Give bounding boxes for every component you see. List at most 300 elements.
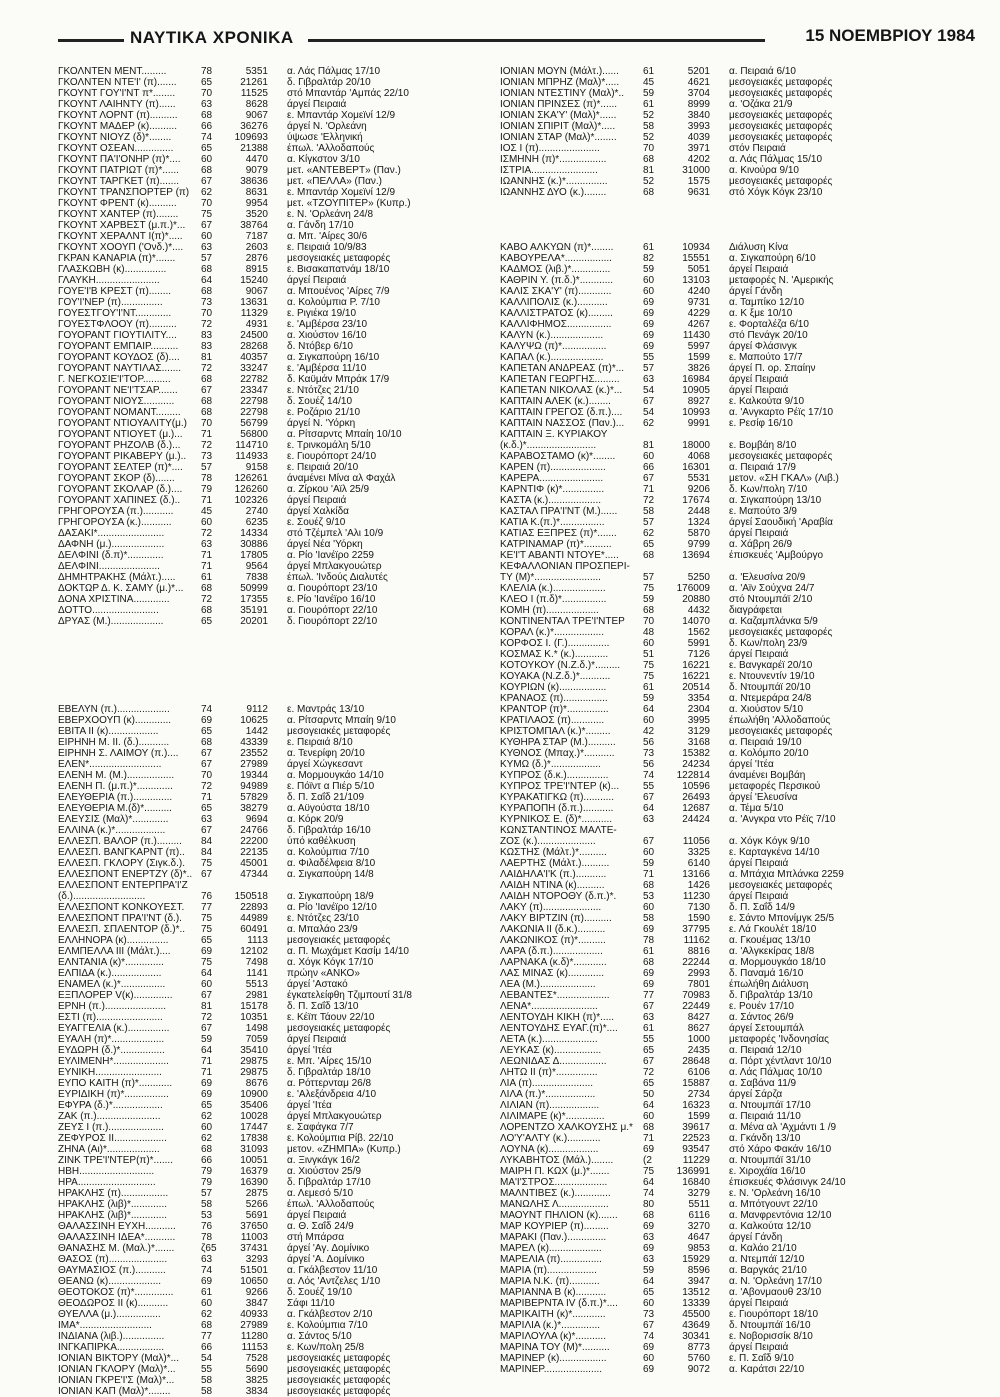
tonnage: 38279	[240, 803, 268, 814]
ship-row	[500, 319, 920, 330]
ship-name: ΛΕΩΝΙΔΑΣ Δ.................	[500, 1056, 607, 1067]
ship-row	[58, 924, 478, 935]
tonnage: 114710	[235, 440, 268, 451]
ship-row	[58, 374, 478, 385]
tonnage: 35191	[240, 605, 268, 616]
build-year: 74	[643, 1188, 655, 1199]
position: α. Πόρτ χέντλαντ 10/10	[729, 1056, 832, 1067]
ship-row	[58, 781, 478, 792]
tonnage: 3704	[687, 88, 710, 99]
ship-row	[58, 1320, 478, 1331]
ship-name: ΚΑΤΙΑΣ ΕΞΠΡΕΣ (π)*.......	[500, 528, 617, 539]
position: δ. Ντουμπάϊ 16/10	[729, 1320, 811, 1331]
position: δ. Π. Σαΐδ 21/109	[287, 792, 365, 803]
position: μετον. «ΣΗ ΓΚΑΛ» (Λιβ.)	[729, 473, 839, 484]
ship-name: ΓΚΟΥΝΤ ΓΟΥ'Ι'ΝΤ π*........	[58, 88, 176, 99]
ship-row	[500, 242, 920, 253]
ship-name: ΚΟΤΟΥΚΟΥ (Ν.Ζ.δ.)*.........	[500, 660, 621, 671]
ship-name: ΓΟΥΕΣΤΓΟΥ'Ι'ΝΤ.............	[58, 308, 172, 319]
position: α. Καζαμπλάνκα 5/9	[729, 616, 818, 627]
tonnage: 7126	[687, 649, 710, 660]
build-year: 57	[643, 517, 655, 528]
build-year: 73	[201, 297, 213, 308]
tonnage: 13339	[682, 1298, 710, 1309]
ship-row	[58, 1177, 478, 1188]
ship-name: ΖΑΚ (π.).......................	[58, 1111, 161, 1122]
ship-name: ΛΕΒΑΝΤΕΣ*...................	[500, 990, 610, 1001]
ship-row	[500, 143, 920, 154]
tonnage: 10351	[240, 1012, 268, 1023]
tonnage: 47344	[240, 869, 268, 880]
ship-name: ΜΑΡΙΝΑ ΤΟΥ (Μ)*..........	[500, 1342, 610, 1353]
ship-row	[58, 935, 478, 946]
build-year: 70	[201, 308, 213, 319]
build-year: 69	[643, 330, 655, 341]
position: μεσογειακές μεταφορές	[287, 1375, 391, 1386]
ship-row	[58, 1254, 478, 1265]
build-year: 81	[643, 165, 655, 176]
position: α. Σιγκαπούρη 6/10	[729, 253, 816, 264]
tonnage: 9564	[245, 561, 268, 572]
ship-row	[58, 1111, 478, 1122]
position: άργεί Πειραιά	[729, 528, 789, 539]
build-year: 75	[643, 583, 655, 594]
build-year: 62	[201, 1111, 213, 1122]
tonnage: 3168	[687, 737, 710, 748]
ship-row	[58, 847, 478, 858]
build-year: 68	[201, 407, 213, 418]
build-year: 75	[643, 660, 655, 671]
tonnage: 5690	[245, 1364, 268, 1375]
build-year: 56	[643, 737, 655, 748]
position: α. Κόρκ 20/9	[287, 814, 344, 825]
ship-name: ΚΑΛΛΙΦΗΜΟΣ................	[500, 319, 612, 330]
ship-row	[58, 968, 478, 979]
ship-row	[500, 825, 920, 836]
ship-name: ΚΑΠΤΑΙΝ ΑΛΕΚ (κ.)........	[500, 396, 611, 407]
build-year: 52	[643, 110, 655, 121]
tonnage: 11525	[240, 88, 268, 99]
ship-name: ΚΑΛΙΣ ΣΚΑ'Υ' (π)............	[500, 286, 612, 297]
tonnage: 109693	[234, 132, 268, 143]
ship-name: ΜΑΡΕΛΙΑ (π)...............	[500, 1254, 602, 1265]
ship-row	[500, 1210, 920, 1221]
ship-row	[58, 913, 478, 924]
tonnage: 3520	[245, 209, 268, 220]
ship-name: ΕΦΥΡΑ (δ.)*..................	[58, 1100, 163, 1111]
ship-row	[500, 1309, 920, 1320]
ship-row	[58, 121, 478, 132]
ship-name: ΓΚΟΛΝΤΕΝ ΝΤΕ'Ι' (π).......	[58, 77, 177, 88]
tonnage: 4647	[687, 1232, 710, 1243]
ship-name: ΕΥΑΛΗ (π)*...................	[58, 1034, 165, 1045]
position: μεσογειακές μεταφορές	[287, 935, 391, 946]
build-year: 68	[201, 110, 213, 121]
ship-name: ΓΟΥΟΡΑΝΤ ΣΕΛΤΕΡ (π)*....	[58, 462, 183, 473]
position: άργεί Νέα 'Υόρκη	[287, 539, 363, 550]
tonnage: 3825	[245, 1375, 268, 1386]
ship-name: ΚΑΒΟ ΑΛΚΥΩΝ (π)*........	[500, 242, 614, 253]
tonnage: 31000	[682, 165, 710, 176]
position: ε. Γιουρόπορτ 24/10	[287, 451, 377, 462]
tonnage: 38636	[240, 176, 268, 187]
ship-row	[500, 440, 920, 451]
ship-row	[58, 385, 478, 396]
tonnage: 5991	[687, 638, 710, 649]
ship-name: ΙΜΑ*..........................	[58, 1320, 152, 1331]
ship-name: ΙΣΤΡΙΑ........................	[500, 165, 598, 176]
ship-row	[500, 1089, 920, 1100]
build-year: 73	[201, 451, 213, 462]
tonnage: 93547	[682, 1144, 710, 1155]
ship-name: ΓΟΥ'Ι'ΝΕΡ (π)...............	[58, 297, 163, 308]
position: ε. Μπαντάρ Χομεϊνί 12/9	[287, 110, 396, 121]
ship-row	[58, 1375, 478, 1386]
build-year: 60	[643, 275, 655, 286]
tonnage: 16390	[240, 1177, 268, 1188]
position: μετ. «ΠΕΛΛΑ» (Παν.)	[287, 176, 382, 187]
position: στόν Πειραιά	[729, 143, 786, 154]
tonnage: 8676	[245, 1078, 268, 1089]
tonnage: 1141	[246, 968, 268, 979]
ship-name: ΘΕΟΔΩΡΟΣ ΙΙ (κ)...........	[58, 1298, 169, 1309]
ship-name: ΛΑΣ ΜΙΝΑΣ (κ).............	[500, 968, 605, 979]
ship-row	[500, 451, 920, 462]
ship-name: ΛΥΚΑΒΗΤΟΣ (Μάλ.)........	[500, 1155, 614, 1166]
tonnage: 8773	[687, 1342, 710, 1353]
tonnage: 10051	[240, 1155, 268, 1166]
position: άργεί Πειραιά	[287, 1034, 347, 1045]
position: Σάφι 11/10	[287, 1298, 335, 1309]
tonnage: 22798	[240, 396, 268, 407]
tonnage: 10905	[682, 385, 710, 396]
position: α. Ν. 'Ορλεάνη 17/10	[729, 1276, 822, 1287]
ship-name: ΓΟΥΟΡΑΝΤ ΡΗΖΟΛΒ (δ.)...	[58, 440, 181, 451]
ship-row	[58, 418, 478, 429]
ship-row	[500, 154, 920, 165]
build-year: 67	[201, 759, 213, 770]
ship-row	[58, 572, 478, 583]
ship-row	[500, 1144, 920, 1155]
tonnage: 14070	[682, 616, 710, 627]
ship-name: ΓΚΟΥΝΤ ΤΑΡΓΚΕΤ (π).......	[58, 176, 180, 187]
ship-name: ΚΑΛΛΙΠΟΛΙΣ (κ.)...........	[500, 297, 608, 308]
ship-row	[500, 1023, 920, 1034]
position: δ. Σουέζ 19/10	[287, 1287, 353, 1298]
ship-row	[500, 902, 920, 913]
position: δ. Γιουρόπορτ 22/10	[287, 616, 378, 627]
ship-row	[500, 814, 920, 825]
ship-name: ΓΟΥΟΡΑΝΤ ΝΟΜΑΝΤ.........	[58, 407, 181, 418]
position: δ. Σουέζ 14/10	[287, 396, 353, 407]
ship-name: ΛΑΙΔΗ ΝΤΟΡΟΘΥ (δ.π.)*.	[500, 891, 617, 902]
build-year: 83	[201, 330, 213, 341]
ship-name: ΔΑΦΝΗ (μ.)...................	[58, 539, 165, 550]
ship-name: ΚΑΛΥΝ (κ.)...................	[500, 330, 604, 341]
position: α. 'Ανγκρα ντο Ρέϊς 7/10	[729, 814, 836, 825]
build-year: 84	[201, 847, 213, 858]
ship-row	[58, 517, 478, 528]
build-year: 70	[643, 143, 655, 154]
ship-name: ΕΛΛΕΣΠ. ΒΑΝΓΚΑΡΝΤ (π)..	[58, 847, 185, 858]
tonnage: 15929	[682, 1254, 710, 1265]
build-year: 69	[201, 1078, 213, 1089]
position: άργεί Σετουμπάλ	[729, 1023, 804, 1034]
build-year: 68	[643, 187, 655, 198]
build-year: 68	[201, 396, 213, 407]
position: μεταφορές Ν. 'Αμερικής	[729, 275, 834, 286]
position: δ. Κων/πολη 23/9	[729, 638, 808, 649]
tonnage: 1000	[687, 1034, 710, 1045]
publication-title: ΝΑΥΤΙΚΑ ΧΡΟΝΙΚΑ	[124, 28, 300, 48]
position: άργεί Πειραιά	[729, 858, 789, 869]
position: α. Καλάο 21/10	[729, 1243, 797, 1254]
tonnage: 20201	[240, 616, 268, 627]
tonnage: 5760	[687, 1353, 710, 1364]
ship-row	[500, 781, 920, 792]
build-year: 68	[201, 1320, 213, 1331]
position: ε. Καλκούτα 9/10	[729, 396, 805, 407]
ship-row	[500, 275, 920, 286]
ship-row	[58, 792, 478, 803]
build-year: 71	[643, 484, 655, 495]
tonnage: 9731	[687, 297, 710, 308]
ship-name: ΙΟΝΙΑΝ ΣΠΙΡΙΤ (Μαλ)*.....	[500, 121, 616, 132]
position: ε. Καρταγκένα 14/10	[729, 847, 820, 858]
ship-row	[58, 759, 478, 770]
ship-row	[500, 990, 920, 1001]
ship-name: ΓΟΥΟΡΑΝΤ ΡΙΚΑΒΕΡΥ (μ.)..	[58, 451, 187, 462]
ship-row	[500, 671, 920, 682]
ship-name: ΚΑΤΡΙΝΑΜΑΡ (π)*..........	[500, 539, 612, 550]
ship-name: ΔΑΣΑΚΙ*........................	[58, 528, 165, 539]
ship-name: ΚΑΣΤΑ (κ.)...................	[500, 495, 602, 506]
ship-row	[500, 407, 920, 418]
build-year: 65	[201, 726, 213, 737]
position: ε. 'Αμβέρσα 11/10	[287, 363, 367, 374]
ship-row	[58, 110, 478, 121]
tonnage: 40933	[240, 1309, 268, 1320]
build-year: 52	[643, 132, 655, 143]
ship-name: ΛΑΙΔΗ ΝΤΙΝΑ (κ)..........	[500, 880, 605, 891]
position: α. Λάς Πάλμας 15/10	[729, 154, 823, 165]
position: ε. Π. Σαΐδ 9/10	[729, 1353, 794, 1364]
build-year: 69	[643, 1243, 655, 1254]
tonnage: 17805	[240, 550, 268, 561]
tonnage: 22135	[240, 847, 268, 858]
ship-name: ΚΑΠΤΑΙΝ ΓΡΕΓΟΣ (δ.π.)....	[500, 407, 623, 418]
tonnage: 7059	[245, 1034, 268, 1045]
ship-name: ΙΟΣ Ι (π)......................	[500, 143, 600, 154]
tonnage: 15178	[240, 1001, 268, 1012]
ship-row	[58, 143, 478, 154]
ship-row	[58, 176, 478, 187]
ship-name: ΓΟΥΟΡΑΝΤ ΝΙΟΥΣ...........	[58, 396, 175, 407]
build-year: 59	[643, 858, 655, 869]
ship-name: ΓΟΥΟΡΑΝΤ ΣΚΟΡ (δ).......	[58, 473, 175, 484]
ship-row	[500, 1034, 920, 1045]
ship-name: ΕΛΛΕΣΠΟΝΤ ΚΟΝΚΟΥΕΣΤ.	[58, 902, 185, 913]
ship-row	[58, 242, 478, 253]
tonnage: 37650	[240, 1221, 268, 1232]
build-year: ζ65	[201, 1243, 217, 1254]
tonnage: 8427	[687, 1012, 710, 1023]
ship-row	[500, 1078, 920, 1089]
position: ε. Κολούμπια Ρίβ. 22/10	[287, 1133, 394, 1144]
ship-row	[58, 253, 478, 264]
tonnage: 35410	[240, 1045, 268, 1056]
position: δ. Καϋμάν Μπράκ 17/9	[287, 374, 390, 385]
ship-row	[58, 1034, 478, 1045]
ship-row	[500, 1320, 920, 1331]
build-year: 64	[201, 1045, 213, 1056]
ship-row	[500, 605, 920, 616]
build-year: 67	[643, 792, 655, 803]
ship-row	[500, 484, 920, 495]
ship-row	[58, 1089, 478, 1100]
build-year: 69	[643, 1342, 655, 1353]
ship-row	[58, 1353, 478, 1364]
ship-row	[500, 836, 920, 847]
ship-name: ΛΙΑ (π)......................	[500, 1078, 594, 1089]
ship-name: ΚΟΜΗ (π)...................	[500, 605, 599, 616]
build-year: 68	[643, 1210, 655, 1221]
ship-name: ΕΛΛΕΣΠ. ΣΠΛΕΝΤΟΡ (δ.)*..	[58, 924, 186, 935]
position: μεσογειακές μεταφορές	[287, 253, 391, 264]
build-year: 60	[643, 451, 655, 462]
ship-row	[58, 1155, 478, 1166]
ship-name: ΓΚΟΥΝΤ ΛΟΡΝΤ (π)..........	[58, 110, 178, 121]
build-year: 60	[201, 517, 213, 528]
ship-row	[58, 715, 478, 726]
ship-row	[500, 550, 920, 561]
position: α. Λός 'Αντζελες 1/10	[287, 1276, 381, 1287]
position: μετον. «ΖΗΜΠΑ» (Κυπρ.)	[287, 1144, 401, 1155]
ship-row	[500, 847, 920, 858]
build-year: 79	[201, 1177, 213, 1188]
tonnage: 2876	[245, 253, 268, 264]
tonnage: 51501	[240, 1265, 268, 1276]
position: α. Γάνδη 17/10	[287, 220, 354, 231]
build-year: 65	[201, 1100, 213, 1111]
ship-row	[58, 770, 478, 781]
position: άργεί Πειραιά	[729, 649, 789, 660]
ship-name: ΜΑΡΙΚΑΙΤΗ (κ)*............	[500, 1309, 606, 1320]
tonnage: 16221	[682, 671, 710, 682]
position: μεσογειακές μεταφορές	[287, 1364, 391, 1375]
ship-name: ΙΟΝΙΑΝ ΒΙΚΤΟΡΥ (Μαλ)*...	[58, 1353, 179, 1364]
position: ε. Χιροχάϊα 16/10	[729, 1166, 806, 1177]
ship-row	[500, 1364, 920, 1375]
build-year: 68	[643, 154, 655, 165]
position: ε. Πόϊντ α Πιέρ 5/10	[287, 781, 375, 792]
ship-name: ΛΑΙΔΗΛΑ'Ι'Κ (π.)...........	[500, 869, 607, 880]
build-year: 72	[201, 781, 213, 792]
tonnage: 9072	[687, 1364, 710, 1375]
ship-row	[58, 1364, 478, 1375]
position: ε. Βισακαπατνάμ 18/10	[287, 264, 390, 275]
ship-name: ΕΛΛΗΝΟΡΑ (κ)...............	[58, 935, 169, 946]
header-rule-middle	[308, 39, 765, 42]
position: α. Ντεμπάϊ 12/10	[729, 1254, 805, 1265]
ship-name: ΓΚΟΥΝΤ ΛΑΙΗΝΤΥ (π)......	[58, 99, 176, 110]
tonnage: 28648	[682, 1056, 710, 1067]
build-year: 71	[643, 1133, 655, 1144]
position: α. Ρίτσαρντς Μπαίη 10/10	[287, 429, 402, 440]
ship-row	[500, 1100, 920, 1111]
tonnage: 17355	[240, 594, 268, 605]
position: α. Γκάλβεστον 11/10	[287, 1265, 378, 1276]
ship-name: ΓΚΟΥΝΤ ΦΡΕΝΤ (κ)..........	[58, 198, 177, 209]
ship-row	[58, 1221, 478, 1232]
ship-name: ΕΛΝΤΑΝΙΑ (κ)*..............	[58, 957, 164, 968]
tonnage: 15240	[240, 275, 268, 286]
position: άργεί Μπλακγουώτερ	[287, 561, 382, 572]
ship-row	[58, 473, 478, 484]
tonnage: 12687	[682, 803, 710, 814]
ship-row	[58, 495, 478, 506]
build-year: 45	[201, 506, 213, 517]
build-year: 76	[201, 1221, 213, 1232]
position: άργεί 'Αστακό	[287, 979, 348, 990]
ship-name: ΙΟΝΙΑΝ ΝΤΕΣΤΙΝΥ (Μαλ)*..	[500, 88, 625, 99]
build-year: 72	[643, 495, 655, 506]
position: άργεί 'Α. Δομίνικο	[287, 1254, 365, 1265]
tonnage: 6116	[688, 1210, 710, 1221]
build-year: 57	[643, 363, 655, 374]
ship-row	[58, 1133, 478, 1144]
build-year: 60	[643, 902, 655, 913]
tonnage: 1442	[245, 726, 268, 737]
position: α. Μπότγουντ 22/10	[729, 1199, 818, 1210]
ship-row	[500, 1045, 920, 1056]
build-year: 68	[643, 1122, 655, 1133]
ship-row	[500, 110, 920, 121]
build-year: 68	[643, 605, 655, 616]
ship-name: ΛΕΝΑ*........................	[500, 1001, 598, 1012]
ship-row	[58, 1386, 478, 1397]
position: δ. Γιβραλτάρ 13/10	[729, 990, 813, 1001]
tonnage: 7801	[687, 979, 710, 990]
ship-row	[58, 1122, 478, 1133]
build-year: 59	[643, 264, 655, 275]
ship-row	[58, 275, 478, 286]
ship-name: ΕΥΔΩΡΗ (δ.)*................	[58, 1045, 165, 1056]
ship-row	[500, 803, 920, 814]
tonnage: 16840	[682, 1177, 710, 1188]
ship-row	[58, 462, 478, 473]
position: άργεί Φλάσινγκ	[729, 341, 797, 352]
ship-row	[58, 528, 478, 539]
ship-row	[500, 517, 920, 528]
ship-name: ΛΟΥΝΑ (κ)..................	[500, 1144, 599, 1155]
ship-row	[58, 165, 478, 176]
ship-name: ΓΚΟΥΝΤ ΜΑΔΕΡ (κ)..........	[58, 121, 177, 132]
tonnage: 57829	[240, 792, 268, 803]
position: α. Ξινγκάγκ 16/2	[287, 1155, 360, 1166]
ship-name: ΓΚΟΥΝΤ ΟΣΕΑΝ..............	[58, 143, 174, 154]
position: μεταφορές Περσικού	[729, 781, 821, 792]
ship-row	[58, 891, 478, 902]
build-year: 61	[201, 1287, 213, 1298]
position: άργεί Σάρζα	[729, 1089, 783, 1100]
tonnage: 1324	[687, 517, 710, 528]
ship-name: ΚΥΜΩ (δ.)*..................	[500, 759, 601, 770]
tonnage: 1599	[687, 352, 710, 363]
ship-name: ΚΥΠΡΟΣ ΤΡΕ'Ι'ΝΤΕΡ (κ)...	[500, 781, 620, 792]
tonnage: 2740	[245, 506, 268, 517]
ship-row	[500, 748, 920, 759]
